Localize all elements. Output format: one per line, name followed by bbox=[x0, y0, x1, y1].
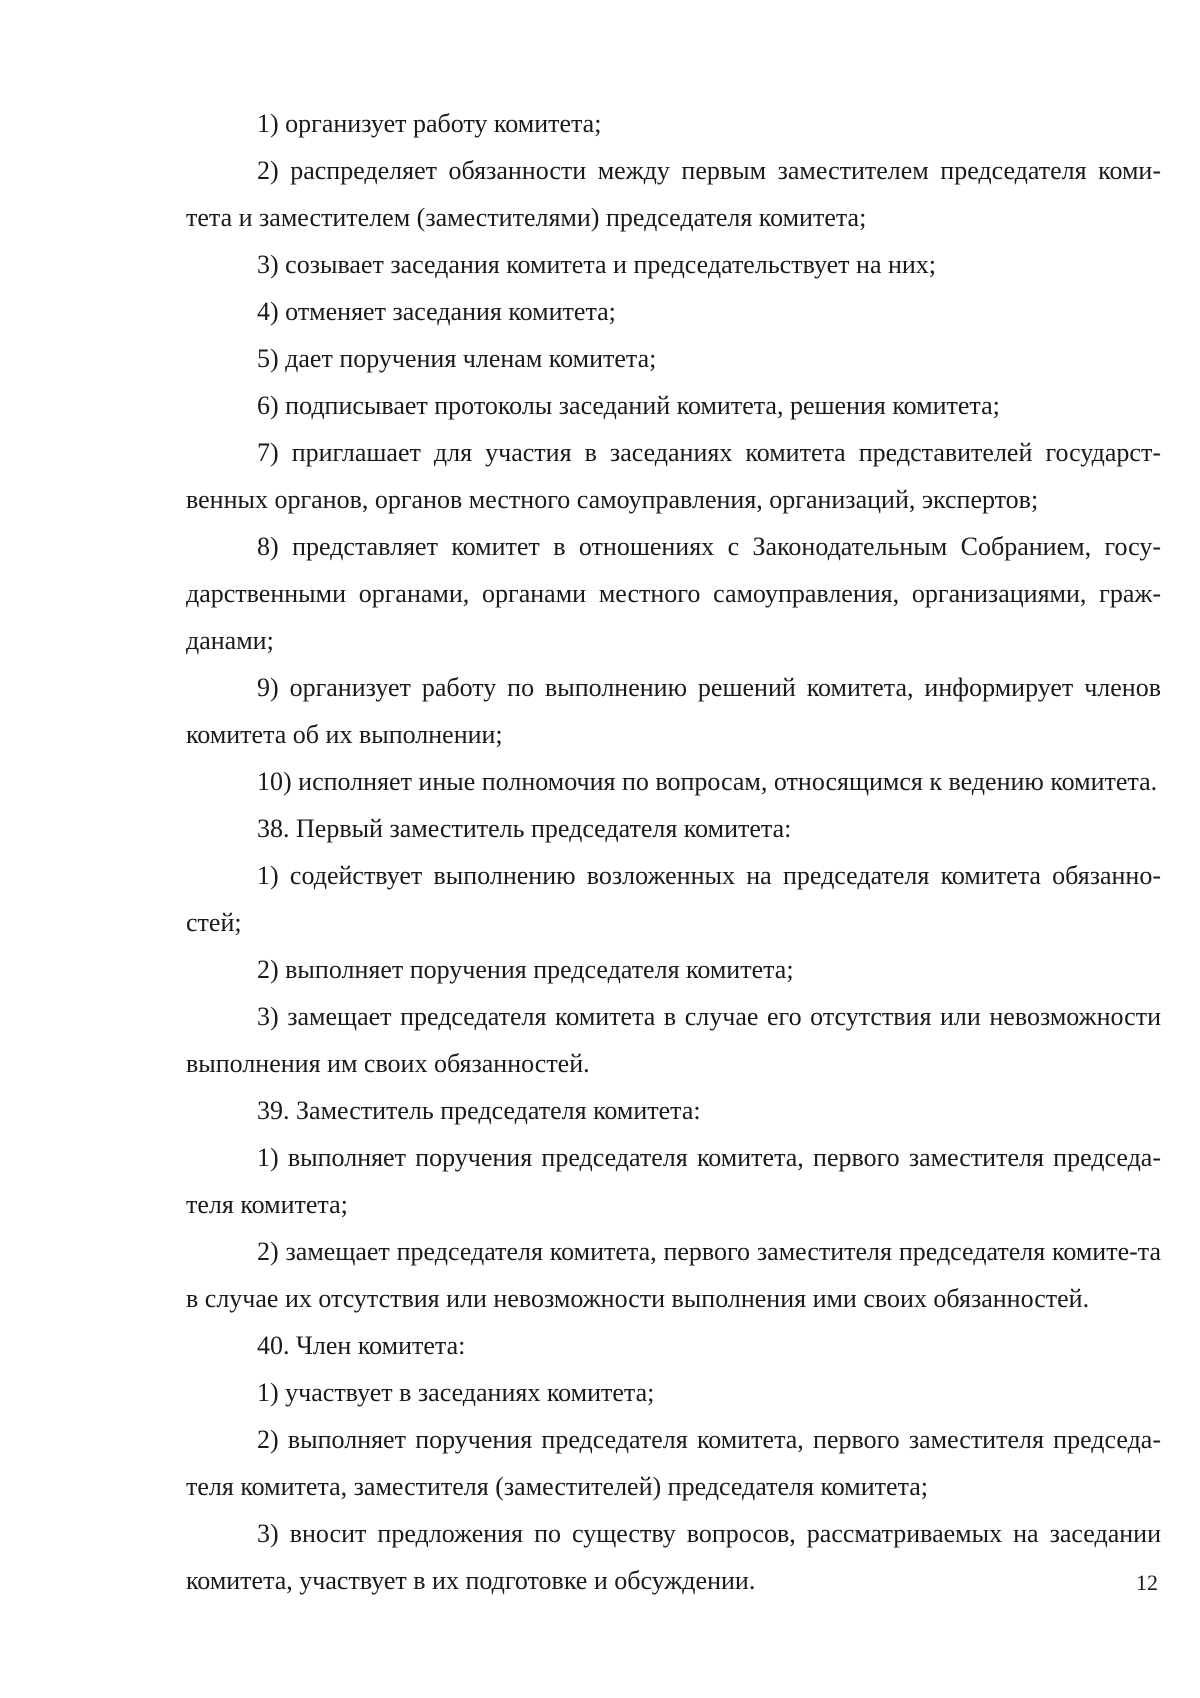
paragraph: 5) дает поручения членам комитета; bbox=[257, 344, 657, 373]
document-body bbox=[186, 100, 1161, 1604]
paragraph: 3) вносит предложения по существу вопросов, рассматриваемых на заседании комитета, участвует в их подготовке и обсуждении. bbox=[186, 1519, 1161, 1595]
paragraph: 10) исполняет иные полномочия по вопросам, относящимся к ведению комитета. bbox=[257, 767, 1158, 796]
section-heading-40: 40. Член комитета: bbox=[257, 1331, 466, 1360]
paragraph: 1) участвует в заседаниях комитета; bbox=[257, 1378, 655, 1407]
paragraph: 2) выполняет поручения председателя комитета, первого заместителя председа-теля комитета, заместителя (заместителей) председателя комитета; bbox=[186, 1425, 1161, 1501]
paragraph: 1) организует работу комитета; bbox=[257, 109, 602, 138]
paragraph: 2) замещает председателя комитета, первого заместителя председателя комите-та в случае их отсутствия или невозможности выполнения ими своих обязанностей. bbox=[186, 1237, 1161, 1313]
paragraph: 3) созывает заседания комитета и председательствует на них; bbox=[257, 250, 937, 279]
paragraph: 7) приглашает для участия в заседаниях комитета представителей государст-венных органов, органов местного самоуправления, организаций, экспертов; bbox=[186, 438, 1161, 514]
paragraph: 1) содействует выполнению возложенных на председателя комитета обязанно-стей; bbox=[186, 861, 1161, 937]
paragraph: 6) подписывает протоколы заседаний комитета, решения комитета; bbox=[257, 391, 1000, 420]
paragraph: 2) выполняет поручения председателя комитета; bbox=[257, 955, 794, 984]
paragraph: 8) представляет комитет в отношениях с Законодательным Собранием, госу-дарственными органами, органами местного самоуправления, организациями, граж-данами; bbox=[186, 532, 1161, 655]
paragraph: 3) замещает председателя комитета в случае его отсутствия или невозможности выполнения им своих обязанностей. bbox=[186, 1002, 1161, 1078]
paragraph: 9) организует работу по выполнению решений комитета, информирует членов комитета об их выполнении; bbox=[186, 673, 1161, 749]
section-heading-39: 39. Заместитель председателя комитета: bbox=[257, 1096, 701, 1125]
paragraph: 2) распределяет обязанности между первым заместителем председателя коми-тета и заместителем (заместителями) председателя комитета; bbox=[186, 156, 1161, 232]
page-number: 12 bbox=[1136, 1570, 1158, 1595]
paragraph: 1) выполняет поручения председателя комитета, первого заместителя председа-теля комитета; bbox=[186, 1143, 1161, 1219]
paragraph: 4) отменяет заседания комитета; bbox=[257, 297, 616, 326]
section-heading-38: 38. Первый заместитель председателя комитета: bbox=[257, 814, 792, 843]
